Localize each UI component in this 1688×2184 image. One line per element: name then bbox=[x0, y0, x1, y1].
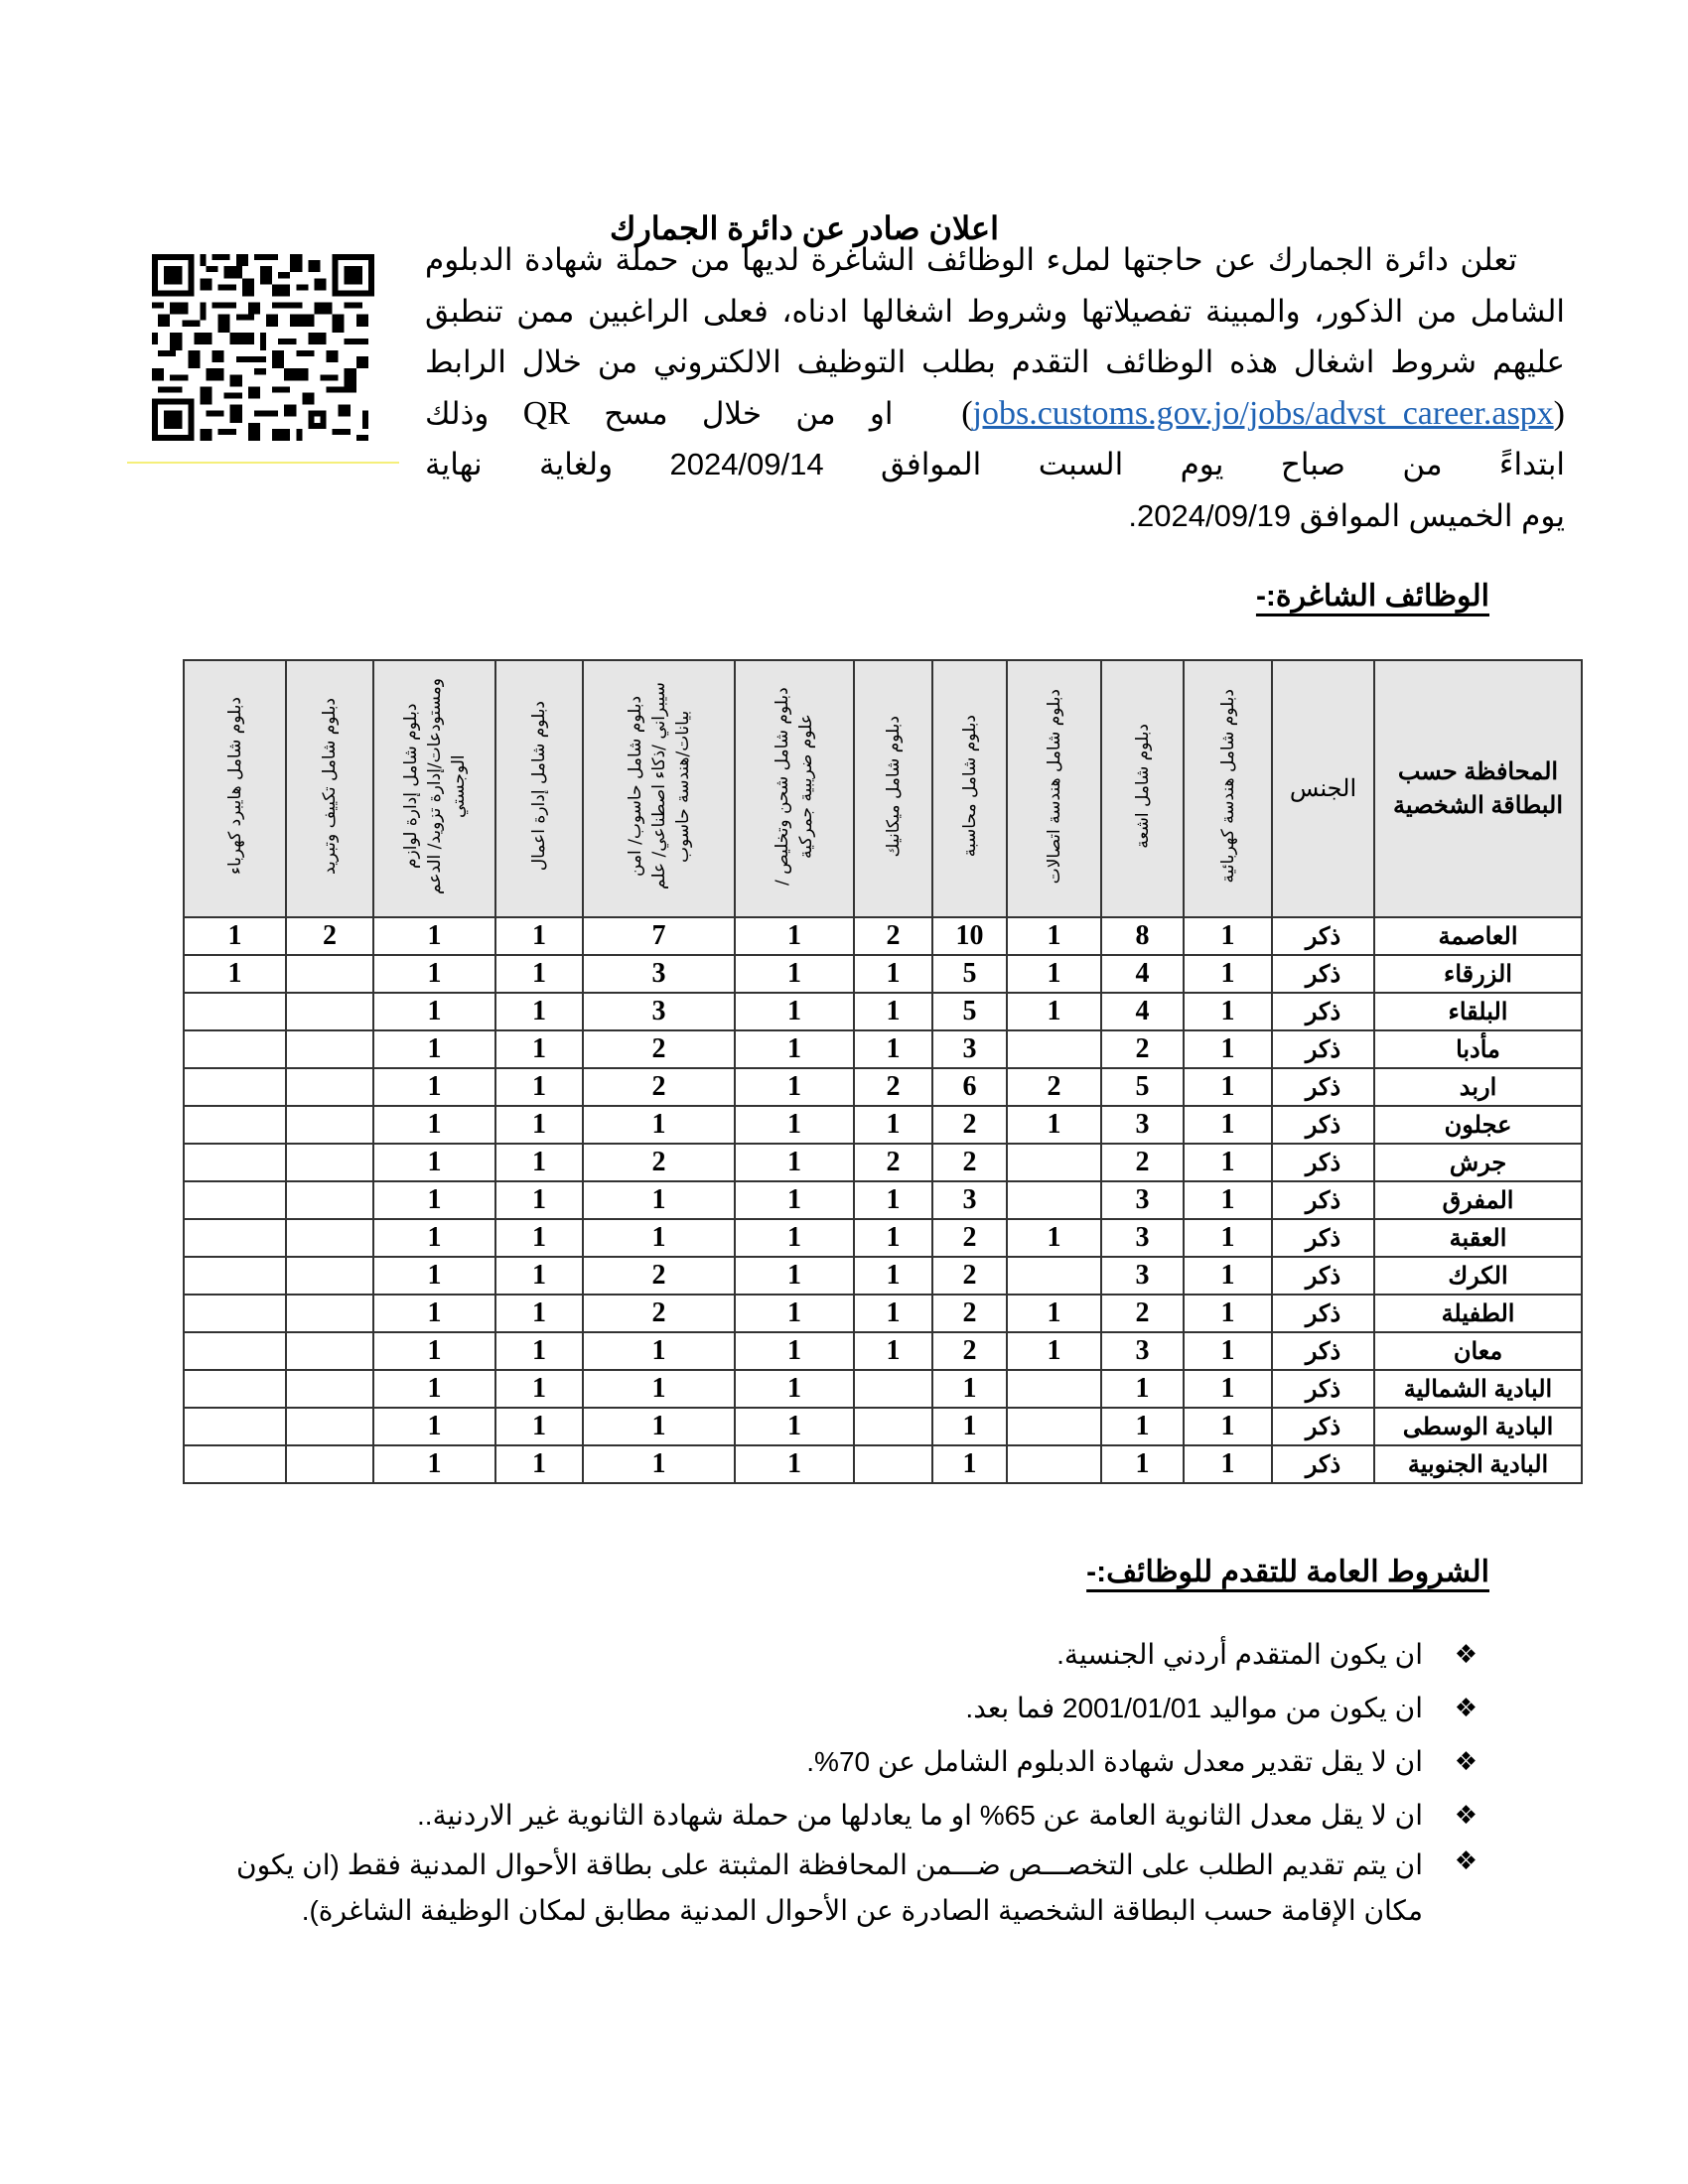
cell-radiology: 4 bbox=[1101, 993, 1184, 1030]
intro-line-3: عليهم شروط اشغال هذه الوظائف التقدم بطلب التوظيف الالكتروني من خلال الرابط bbox=[425, 344, 1565, 379]
cell-hvac bbox=[286, 1408, 373, 1445]
cell-radiology: 1 bbox=[1101, 1408, 1184, 1445]
cell-accounting: 2 bbox=[932, 1332, 1007, 1370]
cell-mechanics: 1 bbox=[854, 1332, 932, 1370]
cell-gender: ذكر bbox=[1272, 917, 1374, 955]
cell-computer: 1 bbox=[583, 1408, 735, 1445]
cell-business-admin: 1 bbox=[495, 955, 583, 993]
condition-item: ❖ ان يكون المتقدم أردني الجنسية. bbox=[236, 1628, 1477, 1682]
cell-mechanics bbox=[854, 1445, 932, 1483]
cell-computer: 1 bbox=[583, 1370, 735, 1408]
table-row bbox=[184, 1068, 1582, 1106]
cell-supply-mgmt: 1 bbox=[373, 1030, 495, 1068]
cell-business-admin: 1 bbox=[495, 1332, 583, 1370]
conditions-list bbox=[236, 1628, 1477, 1934]
cell-accounting: 5 bbox=[932, 955, 1007, 993]
cell-hvac bbox=[286, 1181, 373, 1219]
cell-governorate: اربد bbox=[1374, 1068, 1582, 1106]
cell-mechanics: 1 bbox=[854, 1181, 932, 1219]
cell-mechanics: 1 bbox=[854, 955, 932, 993]
cell-governorate: البلقاء bbox=[1374, 993, 1582, 1030]
cell-hybrid-electric: 1 bbox=[184, 955, 286, 993]
cell-shipping-customs: 1 bbox=[735, 1445, 854, 1483]
cell-business-admin: 1 bbox=[495, 993, 583, 1030]
cell-business-admin: 1 bbox=[495, 1106, 583, 1144]
header-shipping-customs: دبلوم شامل شحن وتخليص / علوم ضريبية جمركية bbox=[735, 660, 854, 917]
cell-hybrid-electric bbox=[184, 1030, 286, 1068]
page-title: اعلان صادر عن دائرة الجمارك bbox=[609, 210, 1000, 246]
header-business-admin: دبلوم شامل إدارة اعمال bbox=[495, 660, 583, 917]
header-hvac: دبلوم شامل تكييف وتبريد bbox=[286, 660, 373, 917]
cell-hybrid-electric bbox=[184, 1257, 286, 1295]
cell-governorate: الكرك bbox=[1374, 1257, 1582, 1295]
cell-accounting: 6 bbox=[932, 1068, 1007, 1106]
cell-radiology: 3 bbox=[1101, 1106, 1184, 1144]
cell-electrical-eng: 1 bbox=[1184, 1106, 1272, 1144]
cell-business-admin: 1 bbox=[495, 1257, 583, 1295]
table-row bbox=[184, 1181, 1582, 1219]
cell-telecom-eng: 1 bbox=[1007, 1295, 1101, 1332]
table-row bbox=[184, 955, 1582, 993]
header-governorate: المحافظة حسب البطاقة الشخصية bbox=[1374, 660, 1582, 917]
header-hybrid-electric: دبلوم شامل هايبرد كهرباء bbox=[184, 660, 286, 917]
table-row bbox=[184, 1332, 1582, 1370]
header-supply-mgmt: دبلوم شامل إدارة لوازم ومستودعات/إدارة تزويد/ الدعم الوجستي bbox=[373, 660, 495, 917]
cell-gender: ذكر bbox=[1272, 1445, 1374, 1483]
cell-shipping-customs: 1 bbox=[735, 1068, 854, 1106]
diamond-bullet-icon: ❖ bbox=[1454, 1801, 1477, 1831]
cell-radiology: 3 bbox=[1101, 1219, 1184, 1257]
table-row bbox=[184, 1030, 1582, 1068]
condition-item: ❖ ان لا يقل تقدير معدل شهادة الدبلوم الشامل عن 70%. bbox=[236, 1735, 1477, 1789]
cell-electrical-eng: 1 bbox=[1184, 1408, 1272, 1445]
cell-mechanics: 2 bbox=[854, 1068, 932, 1106]
cell-mechanics: 2 bbox=[854, 1144, 932, 1181]
cell-accounting: 1 bbox=[932, 1370, 1007, 1408]
intro-line-4: (jobs.customs.gov.jo/jobs/advst_career.aspx) او من خلال مسح QR وذلك bbox=[425, 394, 1565, 432]
cell-telecom-eng: 1 bbox=[1007, 917, 1101, 955]
cell-hvac bbox=[286, 1144, 373, 1181]
qr-code-icon[interactable] bbox=[152, 254, 374, 441]
cell-business-admin: 1 bbox=[495, 917, 583, 955]
cell-computer: 1 bbox=[583, 1181, 735, 1219]
cell-telecom-eng: 2 bbox=[1007, 1068, 1101, 1106]
intro-paragraph bbox=[425, 234, 1565, 541]
cell-hvac bbox=[286, 1106, 373, 1144]
cell-hybrid-electric bbox=[184, 993, 286, 1030]
cell-mechanics: 2 bbox=[854, 917, 932, 955]
cell-shipping-customs: 1 bbox=[735, 1219, 854, 1257]
cell-gender: ذكر bbox=[1272, 955, 1374, 993]
cell-shipping-customs: 1 bbox=[735, 1106, 854, 1144]
cell-radiology: 5 bbox=[1101, 1068, 1184, 1106]
cell-supply-mgmt: 1 bbox=[373, 1219, 495, 1257]
cell-gender: ذكر bbox=[1272, 1257, 1374, 1295]
cell-hvac: 2 bbox=[286, 917, 373, 955]
qr-label: QR bbox=[522, 394, 570, 432]
intro-line-2: الشامل من الذكور، والمبينة تفصيلاتها وشروط اشغالها ادناه، فعلى الراغبين ممن تنطبق bbox=[425, 293, 1565, 329]
diamond-bullet-icon: ❖ bbox=[1454, 1846, 1477, 1876]
cell-computer: 3 bbox=[583, 993, 735, 1030]
cell-gender: ذكر bbox=[1272, 1295, 1374, 1332]
cell-computer: 1 bbox=[583, 1332, 735, 1370]
cell-shipping-customs: 1 bbox=[735, 1257, 854, 1295]
cell-supply-mgmt: 1 bbox=[373, 1295, 495, 1332]
cell-computer: 2 bbox=[583, 1295, 735, 1332]
cell-gender: ذكر bbox=[1272, 1068, 1374, 1106]
cell-computer: 1 bbox=[583, 1219, 735, 1257]
cell-electrical-eng: 1 bbox=[1184, 1370, 1272, 1408]
cell-telecom-eng: 1 bbox=[1007, 1219, 1101, 1257]
cell-governorate: المفرق bbox=[1374, 1181, 1582, 1219]
cell-radiology: 4 bbox=[1101, 955, 1184, 993]
cell-supply-mgmt: 1 bbox=[373, 1181, 495, 1219]
cell-accounting: 3 bbox=[932, 1181, 1007, 1219]
cell-hybrid-electric bbox=[184, 1068, 286, 1106]
cell-business-admin: 1 bbox=[495, 1295, 583, 1332]
cell-supply-mgmt: 1 bbox=[373, 917, 495, 955]
cell-telecom-eng bbox=[1007, 1030, 1101, 1068]
cell-computer: 7 bbox=[583, 917, 735, 955]
table-row bbox=[184, 1144, 1582, 1181]
cell-telecom-eng: 1 bbox=[1007, 955, 1101, 993]
cell-gender: ذكر bbox=[1272, 1370, 1374, 1408]
header-mechanics: دبلوم شامل ميكانيك bbox=[854, 660, 932, 917]
cell-radiology: 3 bbox=[1101, 1181, 1184, 1219]
cell-electrical-eng: 1 bbox=[1184, 1295, 1272, 1332]
cell-gender: ذكر bbox=[1272, 993, 1374, 1030]
cell-telecom-eng bbox=[1007, 1408, 1101, 1445]
cell-business-admin: 1 bbox=[495, 1068, 583, 1106]
cell-supply-mgmt: 1 bbox=[373, 1332, 495, 1370]
table-row bbox=[184, 1295, 1582, 1332]
cell-hvac bbox=[286, 955, 373, 993]
cell-governorate: الزرقاء bbox=[1374, 955, 1582, 993]
cell-mechanics: 1 bbox=[854, 1257, 932, 1295]
cell-governorate: معان bbox=[1374, 1332, 1582, 1370]
cell-mechanics bbox=[854, 1370, 932, 1408]
cell-gender: ذكر bbox=[1272, 1408, 1374, 1445]
cell-business-admin: 1 bbox=[495, 1408, 583, 1445]
cell-shipping-customs: 1 bbox=[735, 1181, 854, 1219]
cell-gender: ذكر bbox=[1272, 1030, 1374, 1068]
cell-accounting: 5 bbox=[932, 993, 1007, 1030]
cell-supply-mgmt: 1 bbox=[373, 1068, 495, 1106]
cell-shipping-customs: 1 bbox=[735, 1144, 854, 1181]
cell-shipping-customs: 1 bbox=[735, 1408, 854, 1445]
cell-computer: 2 bbox=[583, 1068, 735, 1106]
cell-hvac bbox=[286, 1257, 373, 1295]
cell-telecom-eng: 1 bbox=[1007, 1106, 1101, 1144]
cell-supply-mgmt: 1 bbox=[373, 1144, 495, 1181]
cell-shipping-customs: 1 bbox=[735, 1332, 854, 1370]
cell-business-admin: 1 bbox=[495, 1370, 583, 1408]
cell-accounting: 2 bbox=[932, 1106, 1007, 1144]
cell-governorate: جرش bbox=[1374, 1144, 1582, 1181]
cell-governorate: العقبة bbox=[1374, 1219, 1582, 1257]
cell-mechanics: 1 bbox=[854, 993, 932, 1030]
table-row bbox=[184, 993, 1582, 1030]
cell-electrical-eng: 1 bbox=[1184, 955, 1272, 993]
condition-item: ❖ ان يكون من مواليد 2001/01/01 فما بعد. bbox=[236, 1682, 1477, 1735]
cell-accounting: 2 bbox=[932, 1219, 1007, 1257]
cell-hybrid-electric bbox=[184, 1144, 286, 1181]
cell-gender: ذكر bbox=[1272, 1106, 1374, 1144]
cell-telecom-eng: 1 bbox=[1007, 1332, 1101, 1370]
cell-telecom-eng bbox=[1007, 1257, 1101, 1295]
cell-hybrid-electric bbox=[184, 1370, 286, 1408]
cell-shipping-customs: 1 bbox=[735, 955, 854, 993]
cell-telecom-eng bbox=[1007, 1181, 1101, 1219]
cell-governorate: العاصمة bbox=[1374, 917, 1582, 955]
vacancies-heading: الوظائف الشاغرة:- bbox=[1255, 580, 1489, 613]
cell-hvac bbox=[286, 1295, 373, 1332]
cell-radiology: 2 bbox=[1101, 1030, 1184, 1068]
application-link[interactable]: jobs.customs.gov.jo/jobs/advst_career.aspx bbox=[972, 394, 1554, 432]
cell-hvac bbox=[286, 993, 373, 1030]
header-gender: الجنس bbox=[1272, 660, 1374, 917]
cell-hybrid-electric: 1 bbox=[184, 917, 286, 955]
cell-electrical-eng: 1 bbox=[1184, 1445, 1272, 1483]
header-radiology: دبلوم شامل اشعة bbox=[1101, 660, 1184, 917]
header-accounting: دبلوم شامل محاسبة bbox=[932, 660, 1007, 917]
cell-electrical-eng: 1 bbox=[1184, 1219, 1272, 1257]
cell-electrical-eng: 1 bbox=[1184, 917, 1272, 955]
cell-hvac bbox=[286, 1445, 373, 1483]
diamond-bullet-icon: ❖ bbox=[1454, 1694, 1477, 1723]
qr-underline-divider bbox=[127, 462, 399, 464]
cell-accounting: 2 bbox=[932, 1295, 1007, 1332]
cell-supply-mgmt: 1 bbox=[373, 1408, 495, 1445]
cell-radiology: 2 bbox=[1101, 1144, 1184, 1181]
cell-supply-mgmt: 1 bbox=[373, 1106, 495, 1144]
cell-gender: ذكر bbox=[1272, 1181, 1374, 1219]
diamond-bullet-icon: ❖ bbox=[1454, 1747, 1477, 1777]
intro-line-1: تعلن دائرة الجمارك عن حاجتها لملء الوظائف الشاغرة لديها من حملة شهادة الدبلوم bbox=[425, 242, 1517, 277]
cell-electrical-eng: 1 bbox=[1184, 1257, 1272, 1295]
cell-hybrid-electric bbox=[184, 1106, 286, 1144]
cell-accounting: 10 bbox=[932, 917, 1007, 955]
vacancies-table bbox=[183, 659, 1583, 1484]
cell-mechanics: 1 bbox=[854, 1030, 932, 1068]
cell-governorate: مأدبا bbox=[1374, 1030, 1582, 1068]
cell-governorate: الطفيلة bbox=[1374, 1295, 1582, 1332]
cell-hybrid-electric bbox=[184, 1295, 286, 1332]
header-computer: دبلوم شامل حاسوب/ امن سيبراني /ذكاء اصطناعي/ علم بيانات/هندسة حاسوب bbox=[583, 660, 735, 917]
header-telecom-eng: دبلوم شامل هندسة اتصالات bbox=[1007, 660, 1101, 917]
diamond-bullet-icon: ❖ bbox=[1454, 1640, 1477, 1670]
table-row bbox=[184, 917, 1582, 955]
cell-accounting: 3 bbox=[932, 1030, 1007, 1068]
cell-radiology: 3 bbox=[1101, 1332, 1184, 1370]
table-row bbox=[184, 1408, 1582, 1445]
table-row bbox=[184, 1219, 1582, 1257]
cell-hvac bbox=[286, 1219, 373, 1257]
cell-telecom-eng bbox=[1007, 1445, 1101, 1483]
cell-hvac bbox=[286, 1068, 373, 1106]
cell-accounting: 2 bbox=[932, 1144, 1007, 1181]
cell-supply-mgmt: 1 bbox=[373, 1370, 495, 1408]
cell-telecom-eng bbox=[1007, 1144, 1101, 1181]
cell-electrical-eng: 1 bbox=[1184, 1030, 1272, 1068]
cell-radiology: 1 bbox=[1101, 1370, 1184, 1408]
cell-gender: ذكر bbox=[1272, 1219, 1374, 1257]
cell-hybrid-electric bbox=[184, 1408, 286, 1445]
cell-shipping-customs: 1 bbox=[735, 917, 854, 955]
cell-computer: 1 bbox=[583, 1106, 735, 1144]
intro-line-6: يوم الخميس الموافق 2024/09/19. bbox=[1128, 497, 1565, 533]
cell-shipping-customs: 1 bbox=[735, 1370, 854, 1408]
cell-electrical-eng: 1 bbox=[1184, 1181, 1272, 1219]
cell-shipping-customs: 1 bbox=[735, 1295, 854, 1332]
conditions-heading: الشروط العامة للتقدم للوظائف:- bbox=[1086, 1556, 1489, 1588]
cell-shipping-customs: 1 bbox=[735, 1030, 854, 1068]
table-row bbox=[184, 1370, 1582, 1408]
cell-radiology: 3 bbox=[1101, 1257, 1184, 1295]
cell-governorate: البادية الجنوبية bbox=[1374, 1445, 1582, 1483]
cell-mechanics: 1 bbox=[854, 1106, 932, 1144]
header-electrical-eng: دبلوم شامل هندسة كهربائية bbox=[1184, 660, 1272, 917]
cell-mechanics: 1 bbox=[854, 1295, 932, 1332]
cell-computer: 3 bbox=[583, 955, 735, 993]
cell-hybrid-electric bbox=[184, 1445, 286, 1483]
cell-business-admin: 1 bbox=[495, 1144, 583, 1181]
cell-mechanics: 1 bbox=[854, 1219, 932, 1257]
cell-computer: 2 bbox=[583, 1030, 735, 1068]
cell-gender: ذكر bbox=[1272, 1332, 1374, 1370]
cell-computer: 1 bbox=[583, 1445, 735, 1483]
intro-line-5: ابتداءً من صباح يوم السبت الموافق 2024/09/14 ولغاية نهاية bbox=[425, 447, 1565, 481]
cell-radiology: 2 bbox=[1101, 1295, 1184, 1332]
cell-electrical-eng: 1 bbox=[1184, 1068, 1272, 1106]
cell-governorate: البادية الوسطى bbox=[1374, 1408, 1582, 1445]
table-row bbox=[184, 1106, 1582, 1144]
cell-computer: 2 bbox=[583, 1257, 735, 1295]
cell-accounting: 1 bbox=[932, 1408, 1007, 1445]
cell-hybrid-electric bbox=[184, 1219, 286, 1257]
cell-business-admin: 1 bbox=[495, 1219, 583, 1257]
cell-radiology: 1 bbox=[1101, 1445, 1184, 1483]
cell-supply-mgmt: 1 bbox=[373, 993, 495, 1030]
cell-gender: ذكر bbox=[1272, 1144, 1374, 1181]
cell-business-admin: 1 bbox=[495, 1181, 583, 1219]
table-row bbox=[184, 1257, 1582, 1295]
condition-item: ❖ ان لا يقل معدل الثانوية العامة عن 65% او ما يعادلها من حملة شهادة الثانوية غير الاردنية.. bbox=[236, 1789, 1477, 1843]
cell-electrical-eng: 1 bbox=[1184, 993, 1272, 1030]
cell-supply-mgmt: 1 bbox=[373, 1257, 495, 1295]
cell-hvac bbox=[286, 1332, 373, 1370]
cell-mechanics bbox=[854, 1408, 932, 1445]
cell-electrical-eng: 1 bbox=[1184, 1332, 1272, 1370]
cell-hybrid-electric bbox=[184, 1181, 286, 1219]
cell-governorate: البادية الشمالية bbox=[1374, 1370, 1582, 1408]
cell-supply-mgmt: 1 bbox=[373, 955, 495, 993]
cell-hvac bbox=[286, 1370, 373, 1408]
cell-business-admin: 1 bbox=[495, 1445, 583, 1483]
cell-hvac bbox=[286, 1030, 373, 1068]
cell-accounting: 2 bbox=[932, 1257, 1007, 1295]
cell-hybrid-electric bbox=[184, 1332, 286, 1370]
cell-radiology: 8 bbox=[1101, 917, 1184, 955]
cell-governorate: عجلون bbox=[1374, 1106, 1582, 1144]
table-row bbox=[184, 1445, 1582, 1483]
cell-computer: 2 bbox=[583, 1144, 735, 1181]
table-header-row bbox=[184, 660, 1582, 917]
cell-business-admin: 1 bbox=[495, 1030, 583, 1068]
condition-item: ❖ ان يتم تقديم الطلب على التخصـــص ضـــمن المحافظة المثبتة على بطاقة الأحوال المدنية فقط (ان يكون مكان الإقامة حسب البطاقة الشخصية الصادرة عن الأحوال المدنية مطابق لمكان الوظيفة الشاغرة). bbox=[236, 1843, 1477, 1934]
cell-telecom-eng: 1 bbox=[1007, 993, 1101, 1030]
cell-telecom-eng bbox=[1007, 1370, 1101, 1408]
cell-shipping-customs: 1 bbox=[735, 993, 854, 1030]
cell-electrical-eng: 1 bbox=[1184, 1144, 1272, 1181]
cell-supply-mgmt: 1 bbox=[373, 1445, 495, 1483]
cell-accounting: 1 bbox=[932, 1445, 1007, 1483]
